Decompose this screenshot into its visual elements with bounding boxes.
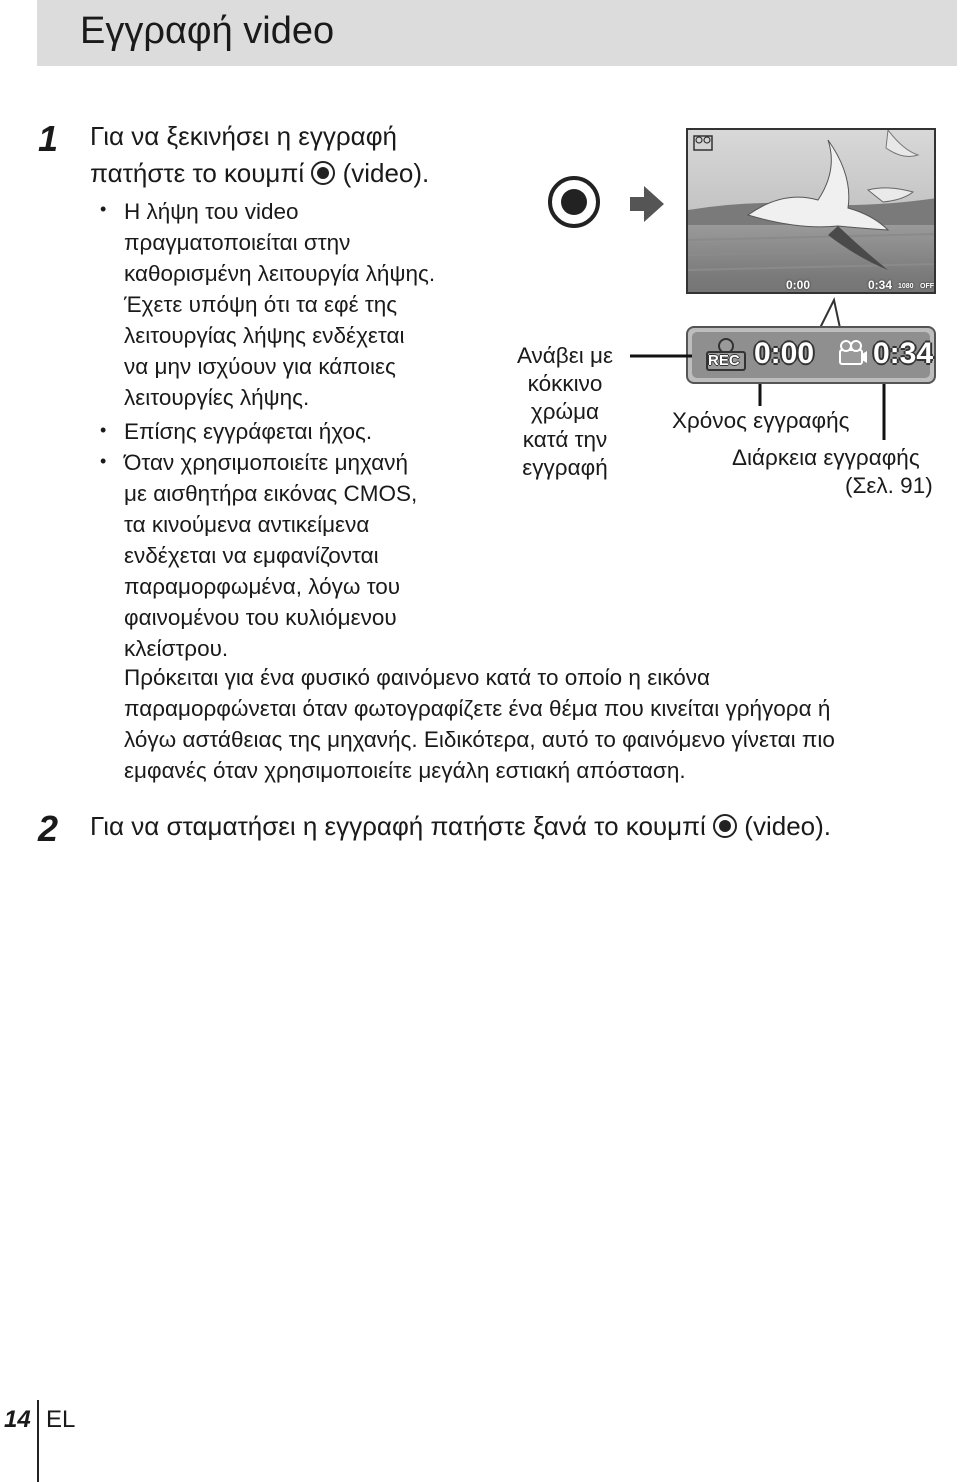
video-button-icon xyxy=(311,161,335,185)
step-1-line2-pre: πατήστε το κουμπί xyxy=(90,158,305,188)
bullet-1-line: Έχετε υπόψη ότι τα εφέ της xyxy=(124,292,398,317)
camera-screen-image xyxy=(686,128,936,294)
bullet-3-line: κλείστρου. xyxy=(124,636,229,661)
screen-off: OFF xyxy=(920,283,934,290)
leader-lines xyxy=(630,340,960,460)
recording-duration-ref: (Σελ. 91) xyxy=(845,473,933,498)
bullet-dot: • xyxy=(100,420,107,440)
red-light-label-line: Ανάβει με xyxy=(516,343,614,368)
video-button-icon xyxy=(713,814,737,838)
page-title: Εγγραφή video xyxy=(80,10,335,52)
paragraph-line: λόγω αστάθειας της μηχανής. Ειδικότερα, αυτό το φαινόμενο γίνεται πιο xyxy=(124,727,835,752)
bullet-2 xyxy=(124,416,372,447)
rolling-shutter-paragraph xyxy=(124,662,835,786)
recording-time: 0:00 xyxy=(754,337,815,370)
paragraph-line: εμφανές όταν χρησιμοποιείτε μεγάλη εστιακή απόσταση. xyxy=(124,758,686,783)
red-light-label-line: κατά την xyxy=(522,427,608,452)
bullet-dot: • xyxy=(100,451,107,471)
recording-time-label: Χρόνος εγγραφής xyxy=(672,408,850,433)
screen-remaining-time: 0:34 xyxy=(868,278,893,292)
bullet-3-line: ενδέχεται να εμφανίζονται xyxy=(124,543,379,568)
bullet-1-line: λειτουργίες λήψης. xyxy=(124,385,310,410)
page-number: 14 xyxy=(4,1406,31,1433)
video-button-dot xyxy=(561,189,587,215)
rec-label: REC xyxy=(708,352,740,369)
step-1-line1: Για να ξεκινήσει η εγγραφή xyxy=(90,121,398,151)
bullet-3-line: παραμορφωμένα, λόγω του xyxy=(124,574,401,599)
bullet-3-line: με αισθητήρα εικόνας CMOS, xyxy=(124,481,418,506)
step-1-line2 xyxy=(90,155,429,192)
red-light-label-line: κόκκινο xyxy=(527,371,603,396)
bullet-3-line: φαινομένου του κυλιόμενου xyxy=(124,605,397,630)
screen-rec-time: 0:00 xyxy=(786,278,811,292)
arrow-right-icon xyxy=(630,186,664,222)
step-2-text-pre: Για να σταματήσει η εγγραφή πατήστε ξανά το κουμπί xyxy=(90,811,706,841)
bullet-3 xyxy=(124,447,417,664)
screen-mode: 1080 xyxy=(898,283,914,290)
bullet-1-line: λειτουργίας λήψης ενδέχεται xyxy=(124,323,405,348)
red-light-label-line: εγγραφή xyxy=(522,455,608,480)
step-2-text xyxy=(90,808,831,845)
remaining-time: 0:34 xyxy=(873,337,934,370)
red-light-label xyxy=(508,342,622,482)
step-2-number: 2 xyxy=(38,808,59,849)
bullet-3-line: τα κινούμενα αντικείμενα xyxy=(124,512,370,537)
red-light-label-line: χρώμα xyxy=(530,399,600,424)
bullet-1 xyxy=(124,196,435,413)
seagull-photo xyxy=(688,130,936,294)
bullet-1-line: πραγματοποιείται στην xyxy=(124,230,351,255)
callout-pointer xyxy=(800,294,850,330)
step-1-number: 1 xyxy=(38,118,59,159)
bullet-1-line: καθορισμένη λειτουργία λήψης. xyxy=(124,261,436,286)
bullet-dot: • xyxy=(100,199,107,219)
bullet-1-line: Η λήψη του video xyxy=(124,199,299,224)
bullet-3-line: Όταν χρησιμοποιείτε μηχανή xyxy=(124,450,409,475)
bullet-1-line: να μην ισχύουν για κάποιες xyxy=(124,354,396,379)
footer-divider xyxy=(37,1400,39,1482)
step-2-text-post: (video). xyxy=(744,811,831,841)
paragraph-line: παραμορφώνεται όταν φωτογραφίζετε ένα θέμα που κινείται γρήγορα ή xyxy=(124,696,831,721)
video-button-illustration xyxy=(548,176,600,228)
paragraph-line: Πρόκειται για ένα φυσικό φαινόμενο κατά το οποίο η εικόνα xyxy=(124,665,710,690)
step-1-line2-post: (video). xyxy=(342,158,430,188)
bullet-2-line: Επίσης εγγράφεται ήχος. xyxy=(124,419,373,444)
language-code: EL xyxy=(46,1406,76,1433)
recording-duration-label: Διάρκεια εγγραφής xyxy=(732,445,920,470)
